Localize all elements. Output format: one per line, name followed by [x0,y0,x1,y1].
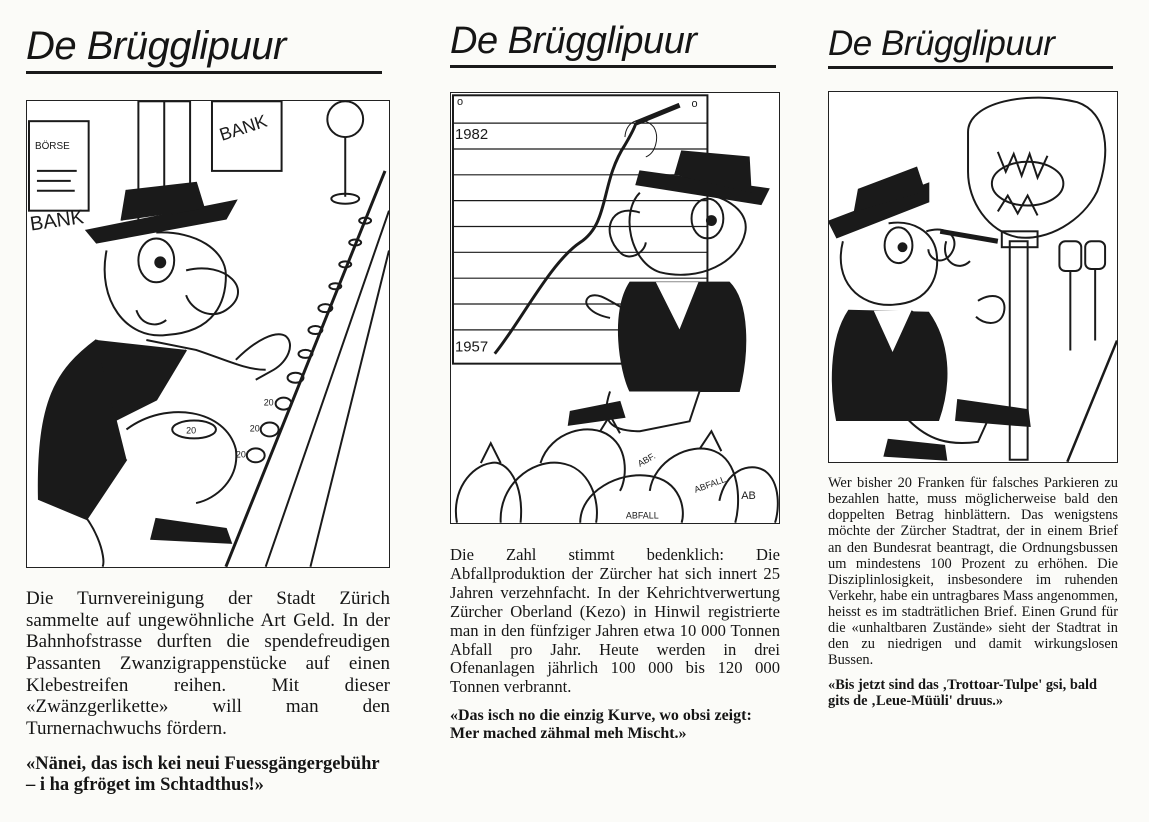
column-parking-fines [828,0,1118,709]
pen [940,231,998,241]
sign-bank-left: BANK [28,206,86,236]
boerse-sign [29,121,89,211]
article-text: Die Zahl stimmt bedenklich: Die Abfallproduktion der Zürcher hat sich innert 25 Jahren verzehnfacht. In der Kehrichtverwertung Zürcher Oberland (Kezo) in Hinwil registrierte man in den fünfziger Jahren etwa 10 000 Tonnen Abfall pro Jahr. Heute werden in drei Ofenanlagen jährlich 100 000 bis 120 000 Tonnen verbrannt. [450,545,780,697]
man-head [841,223,937,305]
article-text: Die Turnvereinigung der Stadt Zürich sammelte auf ungewöhnliche Art Geld. In der Bahnhofstrasse durften die spendefreudigen Passanten Zwanzigrappenstücke auf einen Klebestreifen reihen. Mit dieser «Zwänzgerlikette» will man den Turnernachwuchs fördern. [26,588,390,739]
curb-line [1067,341,1117,462]
column-heading: De Brügglipuur [26,24,382,74]
cartoon-parking-meter [828,91,1118,463]
meter-pole [1010,241,1028,459]
bag-label: AB [741,489,756,502]
waste-curve [495,123,636,354]
column-coin-chain [26,0,390,796]
sign-bank-top: BANK [216,110,270,145]
year-label-bottom: 1957 [454,339,489,356]
board-corner-left: o [456,96,464,109]
man-head [630,193,746,275]
cartoon-coin-chain [26,100,390,568]
column-waste-curve [450,0,780,744]
cartoon-quote: «Das isch no die einzig Kurve, wo obsi zeigt: Mer mached zähmal meh Mischt.» [450,707,752,743]
cartoon-quote: «Nänei, das isch kei neui Fuessgängergebühr – i ha gfröget im Schtadthus!» [26,753,380,795]
sign-boerse-label: BÖRSE [34,141,70,153]
lion-meter-head [968,98,1105,238]
garbage-bags [456,415,778,522]
tree-crown [327,101,363,137]
small-meters [1059,241,1105,350]
cartoon-waste-curve [450,92,780,524]
column-heading: De Brügglipuur [828,24,1113,69]
year-label-top: 1982 [454,127,489,144]
bag-label: ABFALL [692,474,728,495]
board-corner-right: o [691,98,698,111]
coin-label: 20 [263,397,274,408]
coin-label: 20 [249,423,260,434]
article-text: Wer bisher 20 Franken für falsches Parkieren zu bezahlen hatte, muss möglicherweise bald den doppelten Betrag hinblättern. Das wenigstens möchte der Zürcher Stadtrat, der in einem Brief an den Bundesrat beantragt, die Ordnungsbussen um mindestens 100 Prozent zu erhöhen. Die Disziplinlosigkeit, insbesondere im ruhenden Verkehr, habe ein untragbares Mass angenommen, heisst es im stadträtlichen Brief. Einen Grund für die «unhaltbaren Zustände» sieht der Stadtrat in den zu niedrigen und damit wirkungslosen Bussen. [828,475,1118,669]
coin-label: 20 [235,449,246,460]
bag-label: ABFALL [625,510,659,521]
column-heading: De Brügglipuur [450,20,776,68]
coin-label: 20 [186,425,197,436]
bag-label: ABF. [635,450,658,469]
cartoon-quote: «Bis jetzt sind das ‚Trottoar-Tulpe' gsi, bald gits de ‚Leue-Müüli' druus.» [828,676,1098,709]
